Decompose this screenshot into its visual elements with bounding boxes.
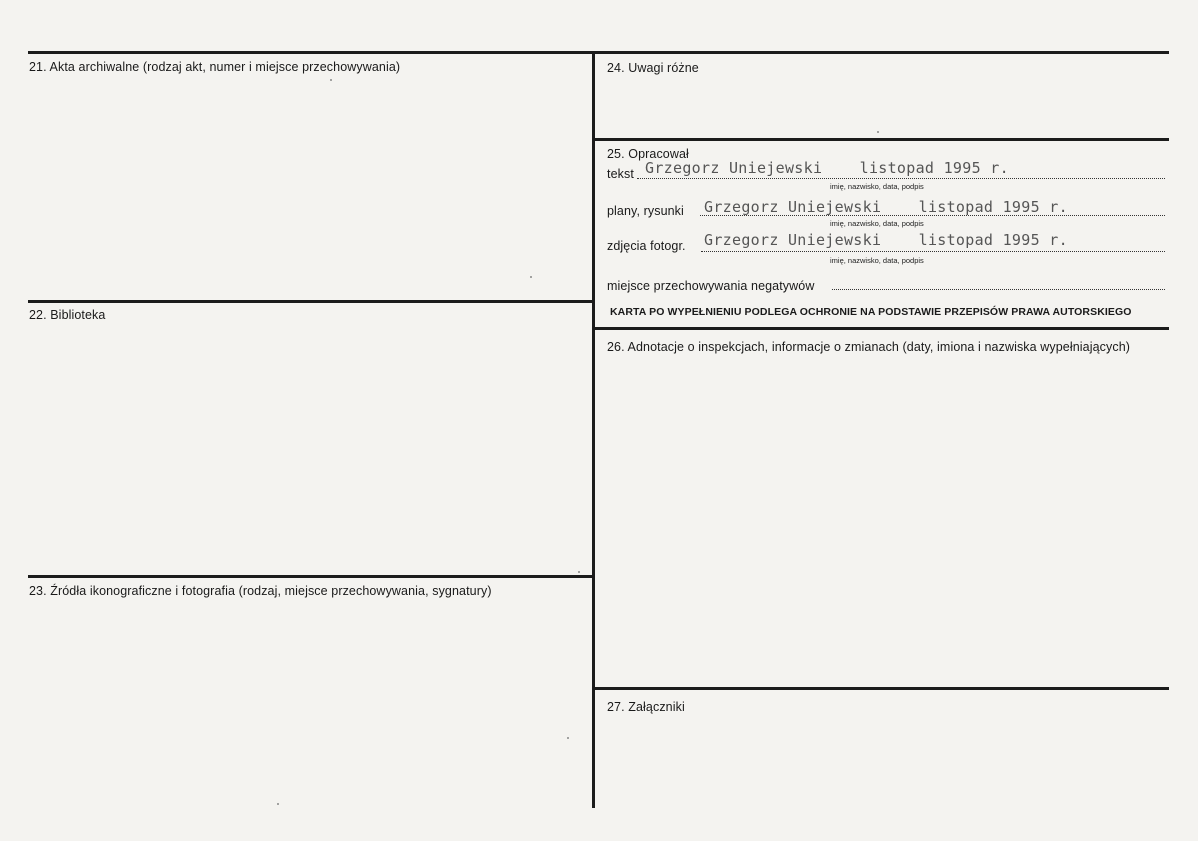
section-25-label: 25. Opracował [607, 147, 689, 161]
copyright-notice: KARTA PO WYPEŁNIENIU PODLEGA OCHRONIE NA PODSTAWIE PRZEPISÓW PRAWA AUTORSKIEGO [610, 306, 1132, 318]
paper-speck [330, 79, 332, 81]
text-author-value: Grzegorz Uniejewski listopad 1995 r. [645, 159, 1009, 177]
negatives-location-line [832, 289, 1165, 290]
text-author-line [637, 178, 1165, 179]
rule-right-25 [594, 138, 1169, 141]
section-26-label: 26. Adnotacje o inspekcjach, informacje o zmianach (daty, imiona i nazwiska wypełniających) [607, 340, 1131, 354]
section-24-label: 24. Uwagi różne [607, 61, 699, 75]
section-21-label: 21. Akta archiwalne (rodzaj akt, numer i miejsce przechowywania) [29, 60, 401, 74]
photos-author-value: Grzegorz Uniejewski listopad 1995 r. [704, 231, 1068, 249]
rule-right-notice [594, 327, 1169, 330]
paper-speck [567, 737, 569, 739]
photos-author-line [701, 251, 1165, 252]
paper-speck [877, 131, 879, 133]
photos-author-caption: imię, nazwisko, data, podpis [830, 256, 924, 265]
paper-speck [578, 571, 580, 573]
text-author-caption: imię, nazwisko, data, podpis [830, 182, 924, 191]
section-23-label: 23. Źródła ikonograficzne i fotografia (rodzaj, miejsce przechowywania, sygnatury) [29, 584, 492, 598]
negatives-location-label: miejsce przechowywania negatywów [607, 279, 815, 293]
section-22-label: 22. Biblioteka [29, 308, 106, 322]
rule-left-23 [28, 575, 594, 578]
section-27-label: 27. Załączniki [607, 700, 685, 714]
plans-author-label: plany, rysunki [607, 204, 684, 218]
text-author-label: tekst [607, 167, 634, 181]
rule-left-22 [28, 300, 594, 303]
plans-author-caption: imię, nazwisko, data, podpis [830, 219, 924, 228]
paper-speck [277, 803, 279, 805]
paper-speck [530, 276, 532, 278]
photos-author-label: zdjęcia fotogr. [607, 239, 686, 253]
center-divider [592, 51, 595, 808]
plans-author-value: Grzegorz Uniejewski listopad 1995 r. [704, 198, 1068, 216]
top-rule [28, 51, 1169, 54]
rule-right-27 [594, 687, 1169, 690]
